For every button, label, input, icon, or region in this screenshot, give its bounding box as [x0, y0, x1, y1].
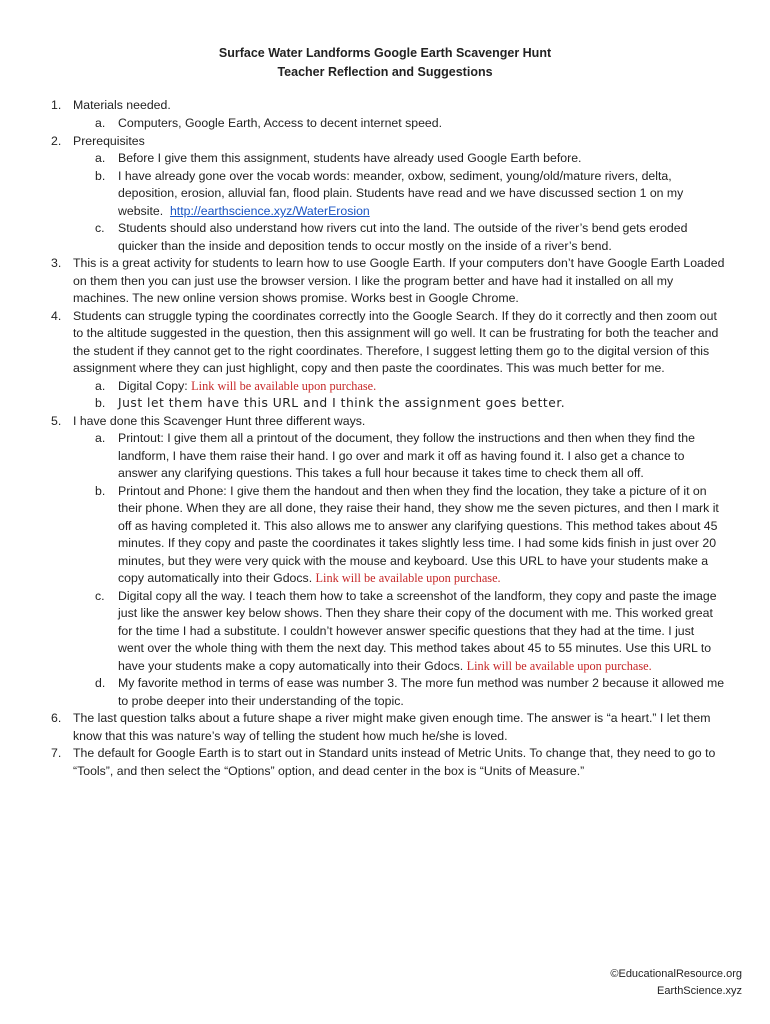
- water-erosion-link[interactable]: http://earthscience.xyz/WaterErosion: [169, 204, 370, 218]
- item-7-line: The default for Google Earth is to start out in Standard units instead of Metric Units. To change that, they need to go to: [73, 746, 716, 760]
- item-2a-text: Before I give them this assignment, students have already used Google Earth before.: [118, 151, 582, 165]
- item-4a-line: [118, 379, 376, 393]
- footer-site: EarthScience.xyz: [657, 985, 742, 997]
- item-5c-line: went over the whole thing with them the next day. This method takes about 45 to 55 minutes. Use this URL to: [118, 641, 712, 655]
- item-2b-line: I have already gone over the vocab words: meander, oxbow, sediment, young/old/mature rivers, delta,: [118, 169, 672, 183]
- item-3-line: machines. The new online version shows promise. Works best in Google Chrome.: [73, 291, 519, 305]
- item-3-line: on them then you can just use the browser version. I like the program better and have had it installed on all my: [73, 274, 674, 288]
- footer-copyright: ©EducationalResource.org: [610, 968, 742, 980]
- item-4-line: to the altitude suggested in the question, then this assignment will go well. It can be frustrating for both the teacher and: [73, 326, 719, 340]
- item-5d-marker: d.: [95, 676, 106, 690]
- item-2-number: 2.: [51, 134, 62, 148]
- item-3-number: 3.: [51, 256, 62, 270]
- item-4-line: assignment where they can just highlight, copy and then paste the coordinates. This was much better for me.: [73, 361, 665, 375]
- item-5c-text: have your students make a copy automatically into their Gdocs.: [118, 659, 464, 673]
- item-5a-marker: a.: [95, 431, 106, 445]
- digital-copy-label: Digital Copy:: [118, 379, 188, 393]
- item-2c-line: Students should also understand how rivers cut into the land. The outside of the river’s bend gets eroded: [118, 221, 688, 235]
- item-3-line: This is a great activity for students to learn how to use Google Earth. If your computers don’t have Google Earth Loaded: [73, 256, 725, 270]
- item-6-number: 6.: [51, 711, 62, 725]
- digital-copy-link[interactable]: Link will be available upon purchase.: [191, 379, 377, 393]
- item-5a-line: answer any clarifying questions. This takes a full hour because it takes time to check them all off.: [118, 466, 644, 480]
- item-7-number: 7.: [51, 746, 62, 760]
- item-5c-marker: c.: [95, 589, 105, 603]
- item-1a-text: Computers, Google Earth, Access to decent internet speed.: [118, 116, 442, 130]
- item-2-text: Prerequisites: [73, 134, 145, 148]
- item-5b-line: [118, 571, 501, 585]
- item-5d-line: to probe deeper into their understanding of the topic.: [118, 694, 404, 708]
- item-6-line: The last question talks about a future shape a river might make given enough time. The answer is “a heart.” I let them: [73, 711, 711, 725]
- item-2c-line: quicker than the inside and deposition tends to occur mostly on the inside of a river’s bend.: [118, 239, 612, 253]
- item-5c-line: for the time I had a substitute. I couldn’t however answer specific questions that they had at the time. I just: [118, 624, 695, 638]
- document-subtitle: Teacher Reflection and Suggestions: [277, 65, 493, 79]
- item-5b-line: their phone. When they are all done, they raise their hand, they show me the seven pictures, and then I mark it: [118, 501, 719, 515]
- item-2a-marker: a.: [95, 151, 106, 165]
- item-5b-line: minutes. If they copy and paste the coordinates it takes slightly less time. I had some kids finish in just over 20: [118, 536, 717, 550]
- item-5c-line: [118, 659, 652, 673]
- item-4-line: Students can struggle typing the coordinates correctly into the Google Search. If they do it correctly and then zoom out: [73, 309, 717, 323]
- item-1a-marker: a.: [95, 116, 106, 130]
- item-4b-marker: b.: [95, 396, 106, 410]
- item-2b-line: [118, 204, 370, 218]
- item-2b-text: website.: [118, 204, 164, 218]
- item-4-number: 4.: [51, 309, 62, 323]
- item-5b-text: copy automatically into their Gdocs.: [118, 571, 313, 585]
- item-5c-line: Digital copy all the way. I teach them how to take a screenshot of the landform, they copy and paste the image: [118, 589, 717, 603]
- item-5a-line: landform, I have them raise their hand. I go over and mark it off as having found it. I also get a chance to: [118, 449, 685, 463]
- item-5b-line: Printout and Phone: I give them the handout and then when they find the location, they take a picture of it on: [118, 484, 707, 498]
- item-4a-marker: a.: [95, 379, 106, 393]
- item-6-line: know that this was nature’s way of telling the student how much he/she is loved.: [73, 729, 508, 743]
- item-5b-line: off as having completed it. This also allows me to answer any clarifying questions. This method takes about 45: [118, 519, 718, 533]
- document-title: Surface Water Landforms Google Earth Scavenger Hunt: [218, 46, 552, 60]
- item-4-line: the student if they cannot get to the right coordinates. Therefore, I suggest letting them go to the digital version of this: [73, 344, 710, 358]
- item-5-text: I have done this Scavenger Hunt three different ways.: [73, 414, 366, 428]
- item-5c-line: just like the answer key below shows. Then they share their copy of the document with me. This worked great: [118, 606, 713, 620]
- printout-phone-link[interactable]: Link will be available upon purchase.: [315, 571, 501, 585]
- item-4b-text: Just let them have this URL and I think the assignment goes better.: [118, 396, 566, 410]
- item-7-line: “Tools”, and then select the “Options” option, and dead center in the box is “Units of Measure.”: [73, 764, 585, 778]
- item-5b-marker: b.: [95, 484, 106, 498]
- item-2b-marker: b.: [95, 169, 106, 183]
- item-2c-marker: c.: [95, 221, 105, 235]
- item-5d-line: My favorite method in terms of ease was number 3. The more fun method was number 2 because it allowed me: [118, 676, 725, 690]
- item-2b-line: deposition, erosion, alluvial fan, flood plain. Students have read and we have discussed section 1 on my: [118, 186, 684, 200]
- item-5a-line: Printout: I give them all a printout of the document, they follow the instructions and then when they find the: [118, 431, 695, 445]
- item-5b-line: minutes, but they were very quick with the mouse and keyboard. Use this URL to have your students make a: [118, 554, 709, 568]
- item-1-text: Materials needed.: [73, 98, 171, 112]
- item-1-number: 1.: [51, 98, 62, 112]
- item-5-number: 5.: [51, 414, 62, 428]
- digital-copy-all-link[interactable]: Link will be available upon purchase.: [466, 659, 652, 673]
